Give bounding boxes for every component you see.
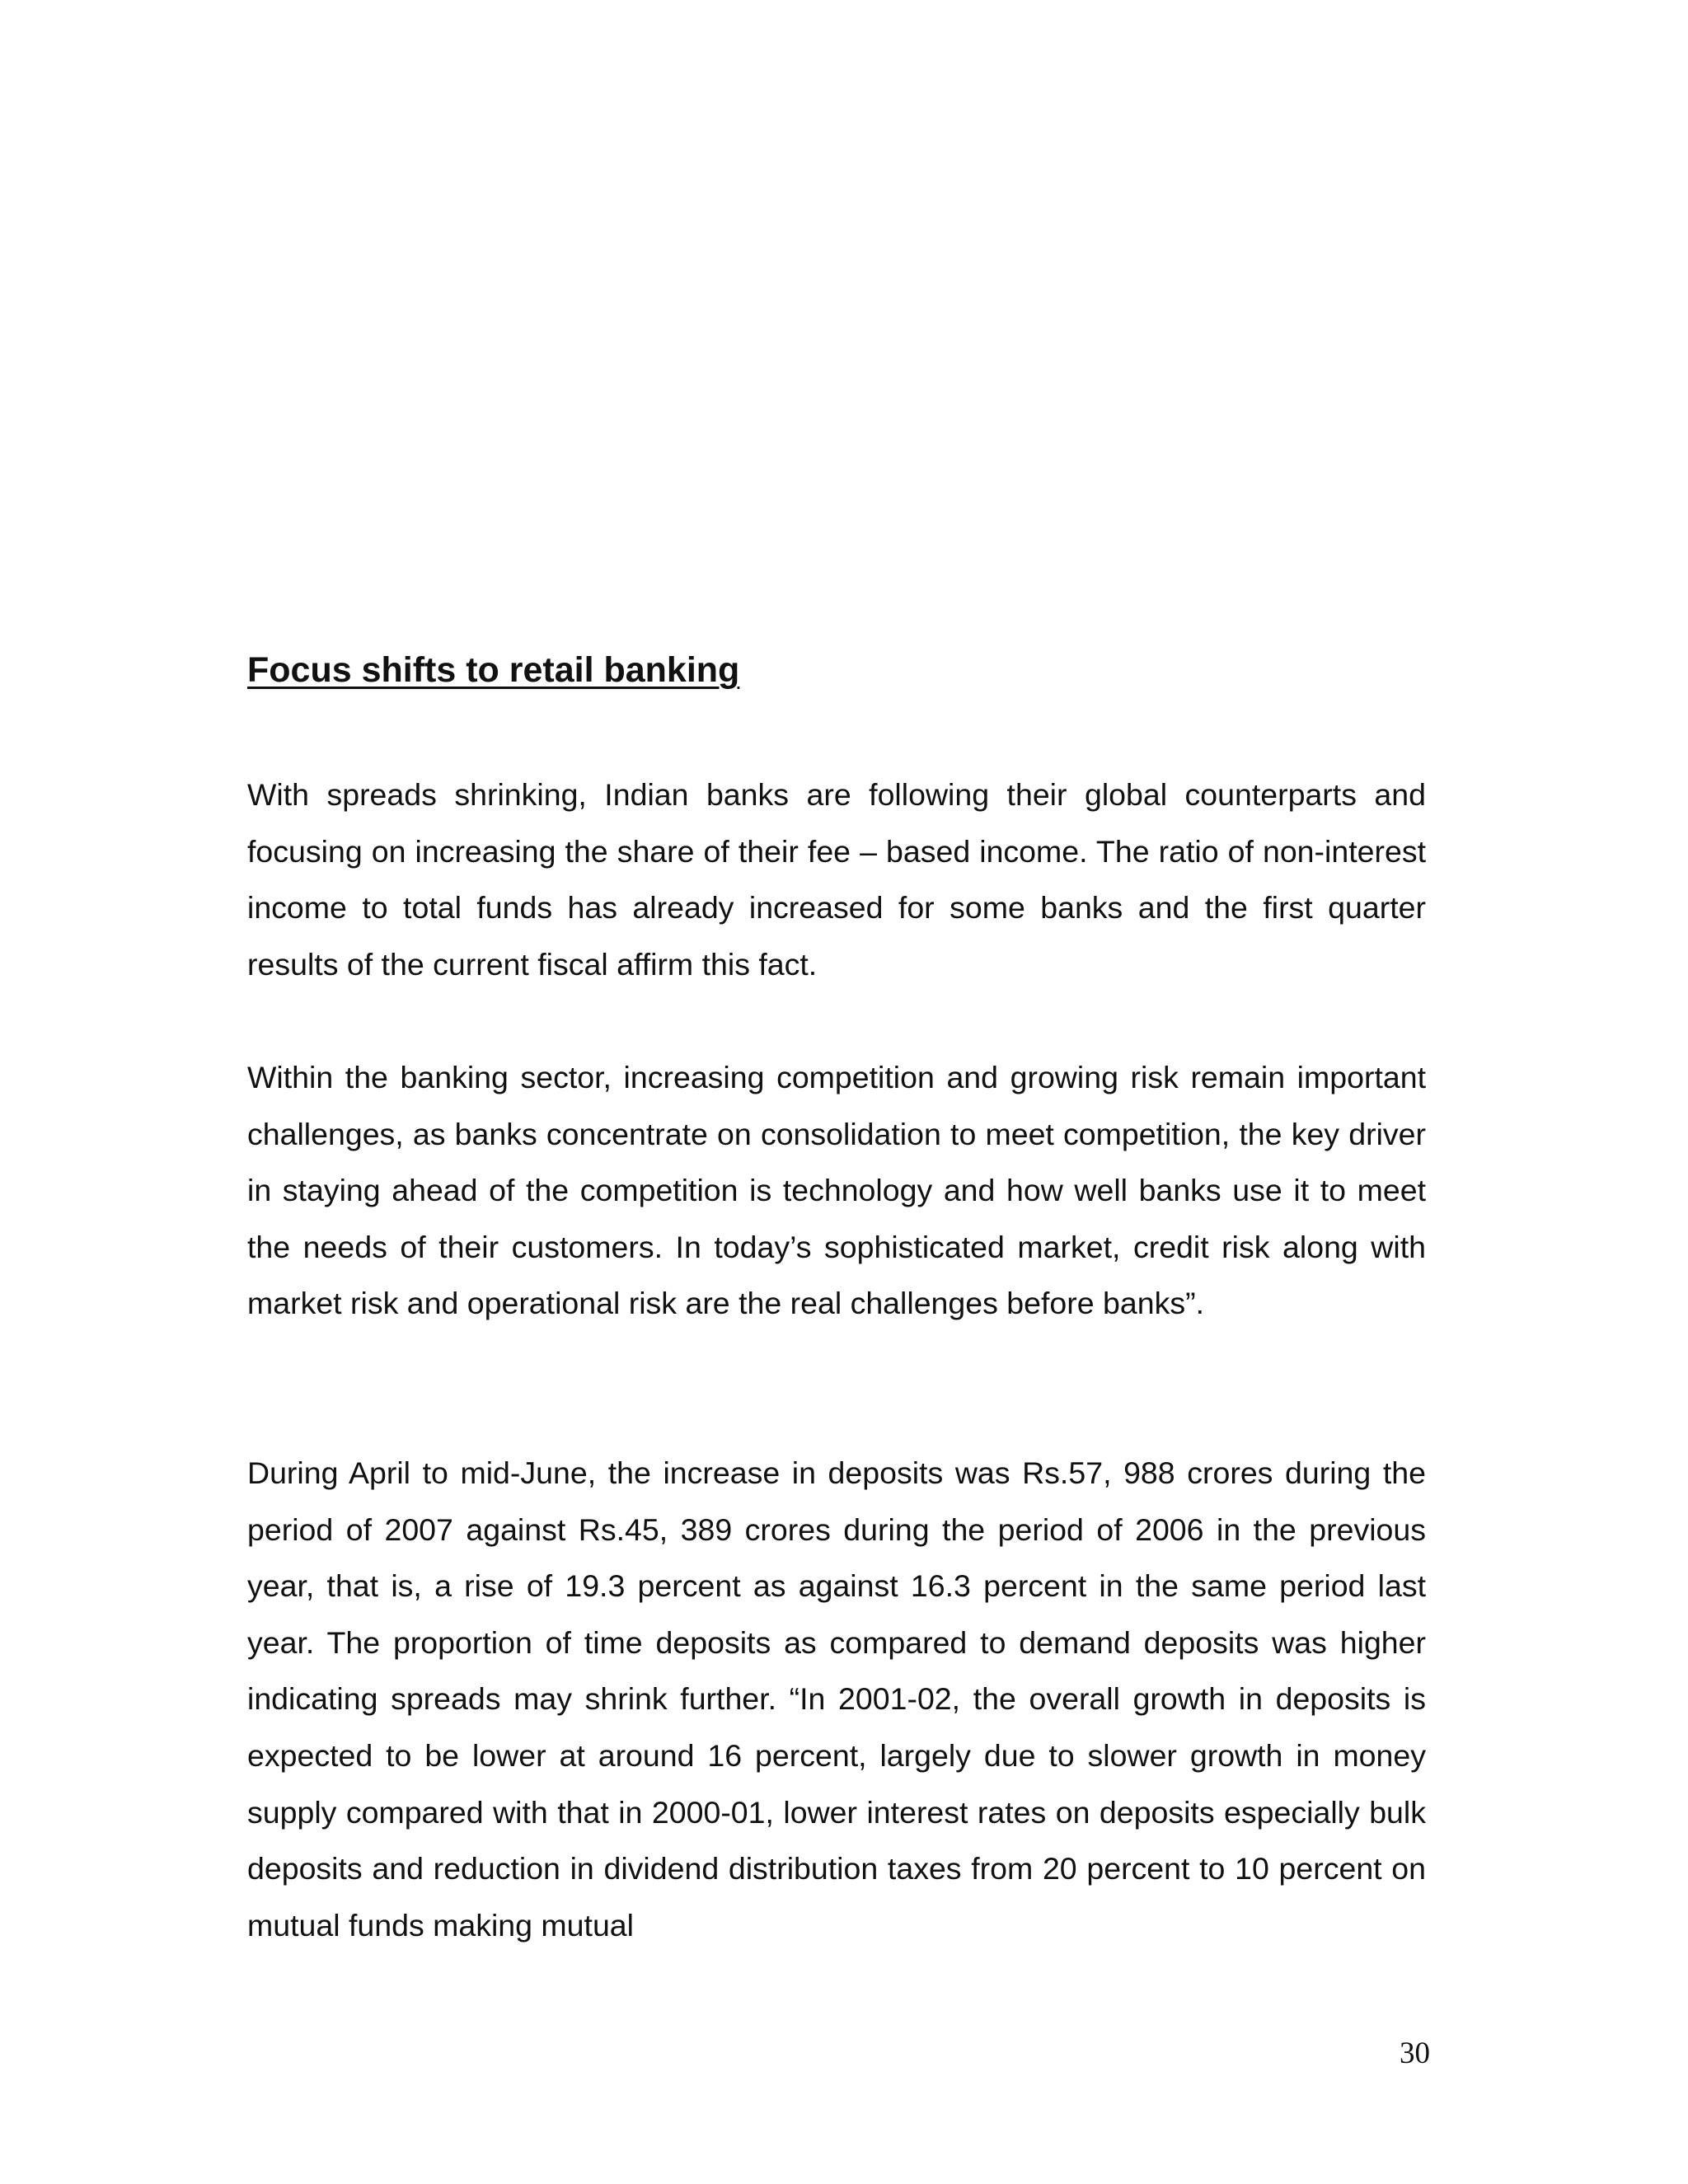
- paragraph-deposit-growth: During April to mid-June, the increase in deposits was Rs.57, 988 crores during the period of 2007 against Rs.45, 389 crores during the period of 2006 in the previous year, that is, a rise of 19.3 percent as against 16.3 percent in the same period last year. The proportion of time deposits as compared to demand deposits was higher indicating spreads may shrink further. “In 2001-02, the overall growth in deposits is expected to be lower at around 16 percent, largely due to slower growth in money supply compared with that in 2000-01, lower interest rates on deposits especially bulk deposits and reduction in dividend distribution taxes from 20 percent to 10 percent on mutual funds making mutual: [247, 1455, 1426, 1943]
- page-number: 30: [1400, 2036, 1430, 2070]
- paragraph-fee-income: With spreads shrinking, Indian banks are following their global counterparts and focusing on increasing the share of their fee – based income. The ratio of non-interest income to total funds has already increased for some banks and the first quarter results of the current fiscal affirm this fact.: [247, 777, 1426, 982]
- paragraph-banking-challenges: Within the banking sector, increasing competition and growing risk remain important challenges, as banks concentrate on consolidation to meet competition, the key driver in staying ahead of the competition is technology and how well banks use it to meet the needs of their customers. In today’s sophisticated market, credit risk along with market risk and operational risk are the real challenges before banks”.: [247, 1060, 1426, 1321]
- section-heading: Focus shifts to retail banking: [247, 650, 740, 690]
